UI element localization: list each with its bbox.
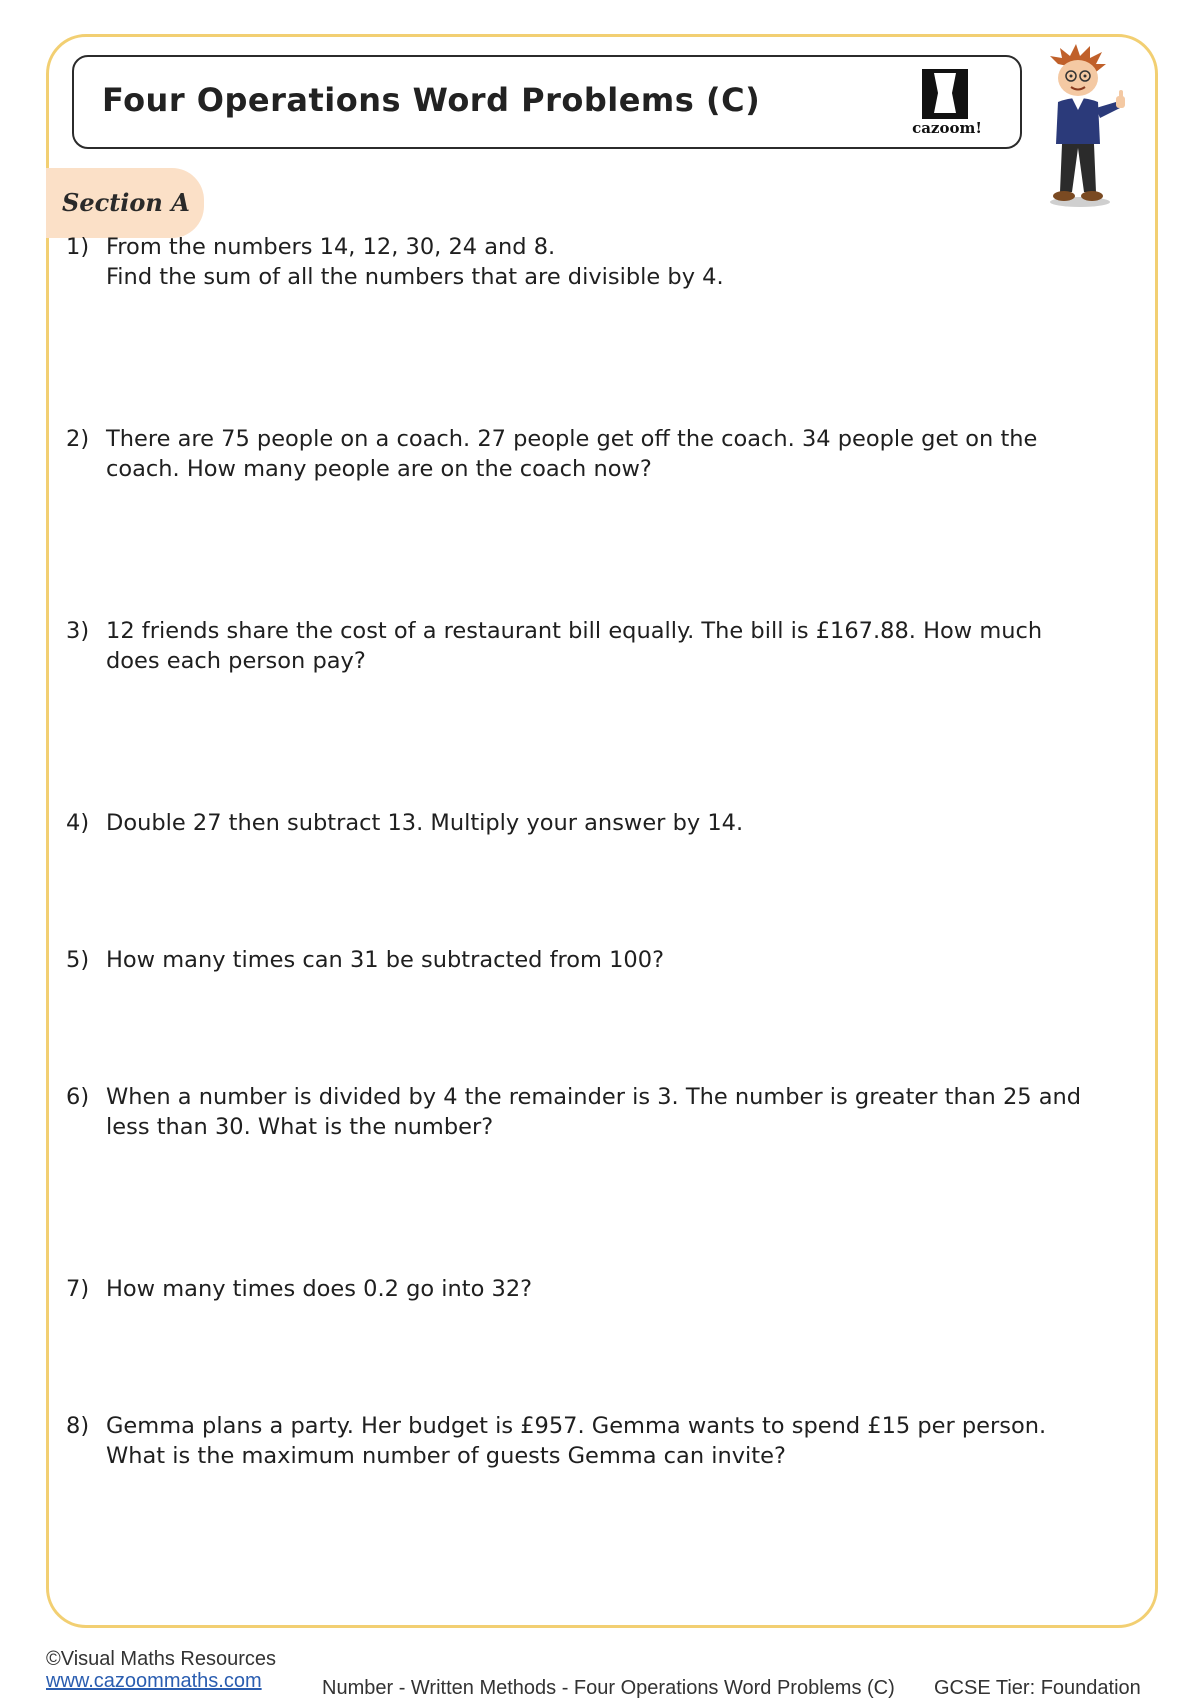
- question-number: 2): [66, 426, 90, 452]
- question-number: 7): [66, 1276, 90, 1302]
- question-text-line: less than 30. What is the number?: [106, 1114, 494, 1140]
- question-text-line: From the numbers 14, 12, 30, 24 and 8.: [106, 234, 556, 260]
- question-number: 3): [66, 618, 90, 644]
- footer-tier: GCSE Tier: Foundation: [934, 1677, 1141, 1699]
- copyright-text: ©Visual Maths Resources: [46, 1648, 277, 1670]
- section-tab: [46, 168, 204, 238]
- question-text-line: Double 27 then subtract 13. Multiply your answer by 14.: [106, 810, 744, 836]
- section-label: Section A: [62, 188, 190, 217]
- logo-wordmark: cazoom!: [912, 119, 982, 137]
- cazoom-logo-icon: [900, 65, 994, 121]
- title-box: [72, 55, 1022, 149]
- boy-thumbs-up-icon: [1040, 44, 1140, 209]
- worksheet-title: Four Operations Word Problems (C): [102, 81, 761, 119]
- question-number: 4): [66, 810, 90, 836]
- question-text-line: How many times does 0.2 go into 32?: [106, 1276, 533, 1302]
- cazoom-logo: [900, 65, 994, 139]
- question-text-line: How many times can 31 be subtracted from 100?: [106, 947, 665, 973]
- question-text-line: There are 75 people on a coach. 27 people get off the coach. 34 people get on the: [106, 426, 1038, 452]
- question-text-line: What is the maximum number of guests Gemma can invite?: [106, 1443, 786, 1469]
- question-number: 1): [66, 234, 90, 260]
- question-text-line: Gemma plans a party. Her budget is £957. Gemma wants to spend £15 per person.: [106, 1413, 1047, 1439]
- mascot-boy-illustration: [1040, 44, 1140, 209]
- question-text-line: does each person pay?: [106, 648, 366, 674]
- question-text-line: Find the sum of all the numbers that are divisible by 4.: [106, 264, 724, 290]
- footer-topic: Number - Written Methods - Four Operations Word Problems (C): [322, 1677, 895, 1699]
- question-text-line: 12 friends share the cost of a restaurant bill equally. The bill is £167.88. How much: [106, 618, 1043, 644]
- question-number: 8): [66, 1413, 90, 1439]
- question-text-line: When a number is divided by 4 the remainder is 3. The number is greater than 25 and: [106, 1084, 1082, 1110]
- question-number: 6): [66, 1084, 90, 1110]
- question-number: 5): [66, 947, 90, 973]
- footer-credits: [46, 1648, 276, 1692]
- question-text-line: coach. How many people are on the coach now?: [106, 456, 652, 482]
- website-link[interactable]: www.cazoommaths.com: [46, 1670, 262, 1692]
